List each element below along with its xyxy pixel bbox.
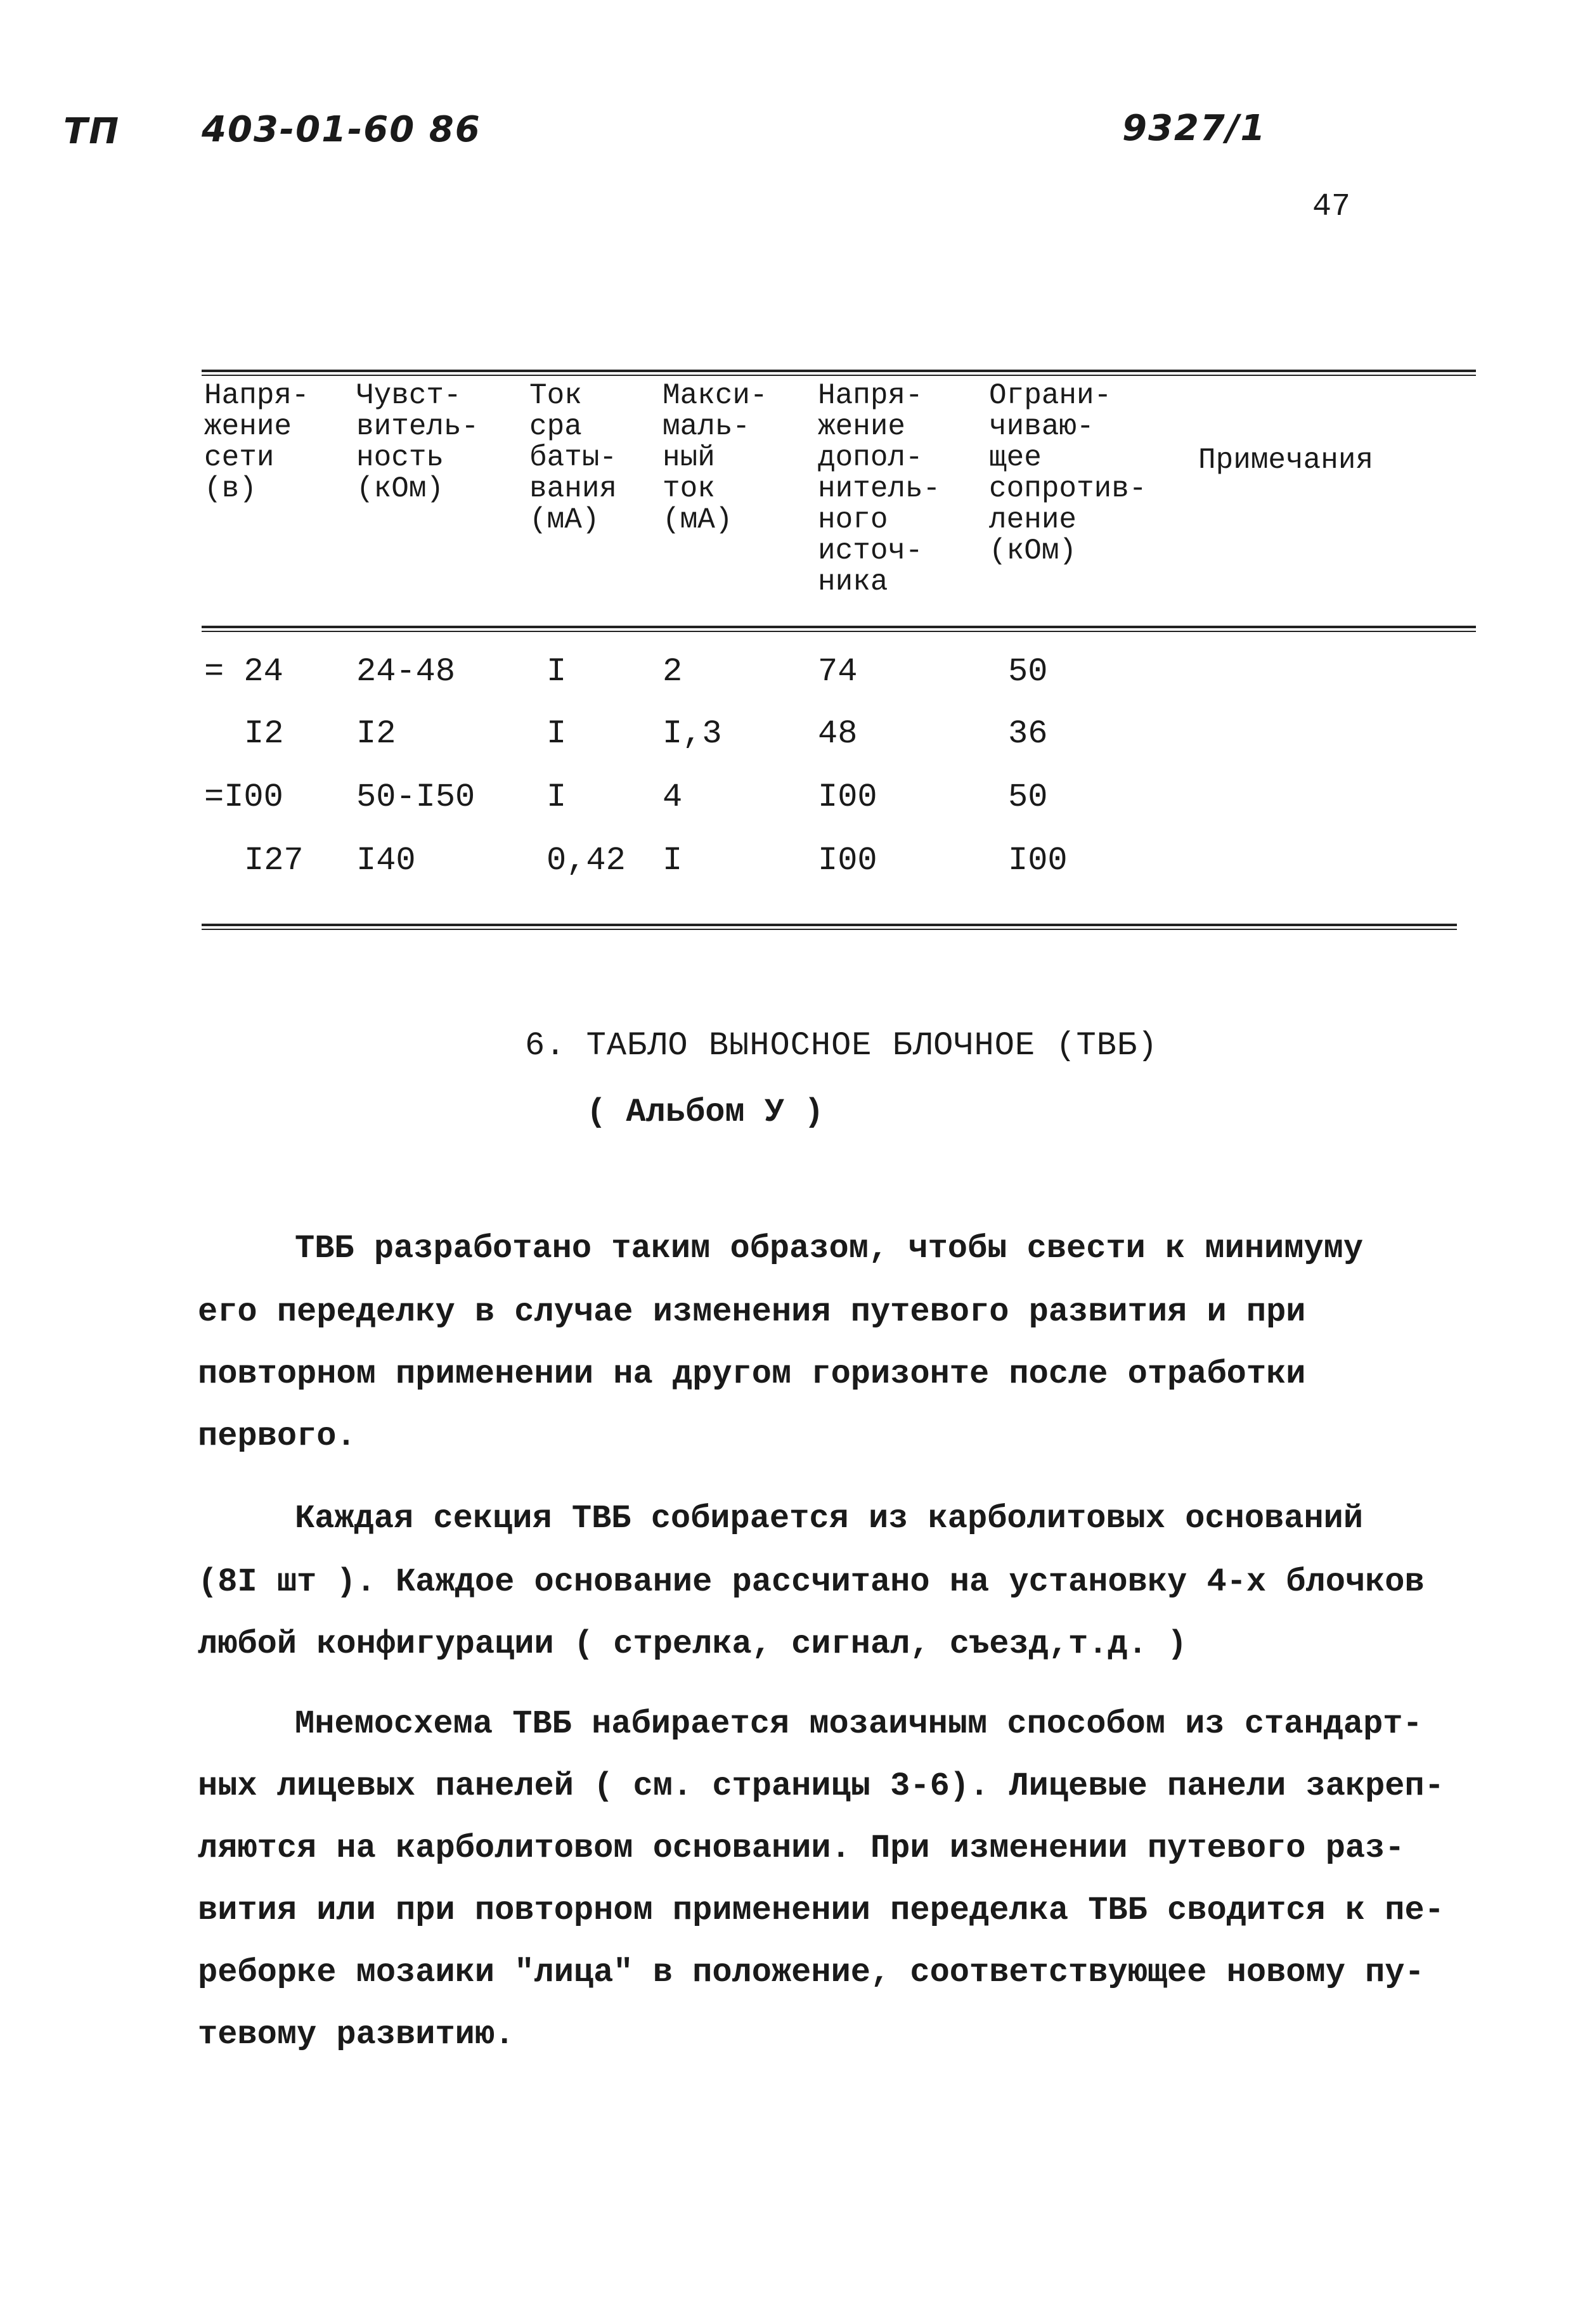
table-cell: 50-I50: [356, 778, 475, 816]
table-cell: I2: [244, 715, 284, 752]
paragraph-line: Каждая секция ТВБ собирается из карболитовых оснований: [295, 1500, 1364, 1537]
section-subtitle: ( Альбом У ): [586, 1094, 824, 1131]
table-cell: I2: [356, 715, 396, 752]
table-cell: I00: [818, 778, 877, 816]
table-cell: I: [546, 778, 567, 816]
paragraph-line: вития или при повторном применении переделка ТВБ сводится к пе-: [198, 1892, 1444, 1929]
header-limiting-resistance: Ограни- чиваю- щее сопротив- ление (кОм): [989, 379, 1147, 567]
table-cell: 24-48: [356, 653, 456, 690]
header-notes: Примечания: [1198, 444, 1374, 477]
table-cell: 36: [1008, 715, 1048, 752]
table-cell: 4: [663, 778, 683, 816]
paragraph-line: (8I шт ). Каждое основание рассчитано на установку 4-х блочков: [198, 1563, 1425, 1601]
table-cell: = 24: [204, 653, 283, 690]
paragraph-line: повторном применении на другом горизонте после отработки: [198, 1355, 1306, 1393]
table-cell: 2: [663, 653, 683, 690]
table-cell: I: [546, 715, 567, 752]
doc-number: 9327/1: [1122, 108, 1267, 149]
table-header-rule: [202, 626, 1476, 628]
header-max-current: Макси- маль- ный ток (мА): [663, 379, 768, 536]
paragraph-line: ных лицевых панелей ( см. страницы 3-6). Лицевые панели закреп-: [198, 1767, 1444, 1805]
paragraph-line: первого.: [198, 1417, 356, 1455]
section-title: 6. ТАБЛО ВЫНОСНОЕ БЛОЧНОЕ (ТВБ): [525, 1027, 1158, 1064]
paragraph-line: любой конфигурации ( стрелка, сигнал, съезд,т.д. ): [198, 1625, 1187, 1663]
paragraph-line: ляются на карболитовом основании. При изменении путевого раз-: [198, 1830, 1405, 1867]
paragraph-line: Мнемосхема ТВБ набирается мозаичным способом из стандарт-: [295, 1705, 1423, 1743]
paragraph-line: тевому развитию.: [198, 2016, 515, 2053]
paragraph-line: реборке мозаики "лица" в положение, соответствующее новому пу-: [198, 1954, 1425, 1991]
table-cell: 50: [1008, 778, 1048, 816]
header-trip-current: Ток сра баты- вания (мА): [529, 379, 618, 536]
doc-prefix: ТП: [63, 111, 120, 152]
table-bottom-rule: [202, 924, 1457, 926]
table-cell: I,3: [663, 715, 722, 752]
table-cell: I: [546, 653, 567, 690]
table-cell: 48: [818, 715, 858, 752]
paragraph-line: его переделку в случае изменения путевого развития и при: [198, 1293, 1306, 1331]
page-number: 47: [1312, 189, 1351, 225]
table-top-rule-secondary: [202, 375, 1476, 376]
table-cell: I40: [356, 842, 416, 879]
table-bottom-rule-secondary: [202, 929, 1457, 930]
paragraph-line: ТВБ разработано таким образом, чтобы свести к минимуму: [295, 1230, 1364, 1267]
table-cell: 50: [1008, 653, 1048, 690]
table-cell: I00: [818, 842, 877, 879]
table-top-rule: [202, 370, 1476, 372]
table-cell: I00: [1008, 842, 1068, 879]
header-voltage: Напря- жение сети (в): [204, 379, 309, 505]
header-aux-voltage: Напря- жение допол- нитель- ного источ- ника: [818, 379, 941, 598]
header-sensitivity: Чувст- витель- ность (кОм): [356, 379, 479, 505]
table-header-rule-secondary: [202, 631, 1476, 632]
table-cell: I: [663, 842, 683, 879]
table-cell: 0,42: [546, 842, 626, 879]
table-cell: 74: [818, 653, 858, 690]
table-cell: =I00: [204, 778, 283, 816]
doc-code: 403-01-60 86: [202, 109, 481, 150]
table-cell: I27: [244, 842, 304, 879]
